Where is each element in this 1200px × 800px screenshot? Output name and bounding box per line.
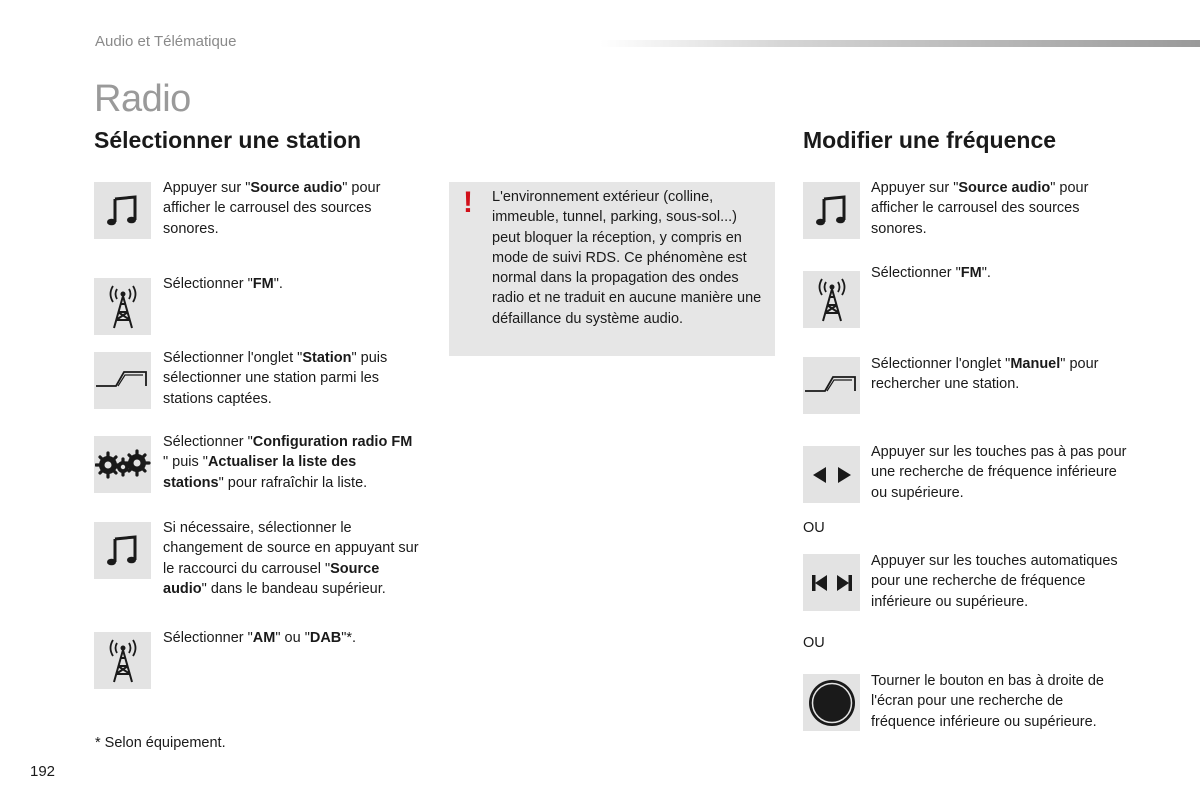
skip-buttons-icon [803,554,860,611]
step-text: Appuyer sur les touches automatiques pour une recherche de fréquence inférieure ou supérieure. [871,553,1118,610]
step-text: Sélectionner l'onglet "Manuel" pour rechercher une station. [871,356,1099,393]
header-section-label: Audio et Télématique [95,33,237,50]
step-text: Sélectionner "AM" ou "DAB"*. [163,630,357,646]
radio-antenna-icon [803,271,860,328]
left-section-title: Sélectionner une station [94,127,362,153]
step-text: Appuyer sur "Source audio" pour afficher le carrousel des sources sonores. [871,180,1089,237]
gears-icon [94,436,151,493]
or-label-1: OU [803,520,825,536]
step-text: Sélectionner "Configuration radio FM " puis "Actualiser la liste des stations" pour rafraîchir la liste. [163,434,413,491]
rotary-knob-icon [803,674,860,731]
footnote: * Selon équipement. [95,735,226,751]
step-text: Tourner le bouton en bas à droite de l'écran pour une recherche de fréquence inférieure ou supérieure. [871,673,1104,730]
step-text: Si nécessaire, sélectionner le changement de source en appuyant sur le raccourci du carrousel "Source audio" dans le bandeau supérieur. [163,520,419,597]
radio-antenna-icon [94,278,151,335]
music-note-icon [803,182,860,239]
step-text: Appuyer sur les touches pas à pas pour une recherche de fréquence inférieure ou supérieure. [871,444,1127,501]
warning-icon: ! [463,186,473,219]
header-rule [600,40,1200,47]
step-text: Sélectionner l'onglet "Station" puis sélectionner une station parmi les stations captées. [163,350,388,407]
radio-antenna-icon [94,632,151,689]
right-section-title: Modifier une fréquence [803,127,1057,153]
tab-icon [803,357,860,414]
or-label-2: OU [803,635,825,651]
page-number: 192 [30,763,56,780]
warning-box [449,182,775,356]
music-note-icon [94,182,151,239]
step-text: Sélectionner "FM". [163,276,283,292]
page-title: Radio [94,78,191,120]
warning-text: L'environnement extérieur (colline, immeuble, tunnel, parking, sous-sol...) peut bloquer la réception, y compris en mode de suivi RDS. Ce phénomène est normal dans la propagation des ondes radio et ne traduit en aucune manière une défaillance du système audio. [492,189,762,327]
music-note-icon [94,522,151,579]
tab-icon [94,352,151,409]
step-text: Sélectionner "FM". [871,265,991,281]
step-text: Appuyer sur "Source audio" pour afficher le carrousel des sources sonores. [163,180,381,237]
step-arrows-icon [803,446,860,503]
